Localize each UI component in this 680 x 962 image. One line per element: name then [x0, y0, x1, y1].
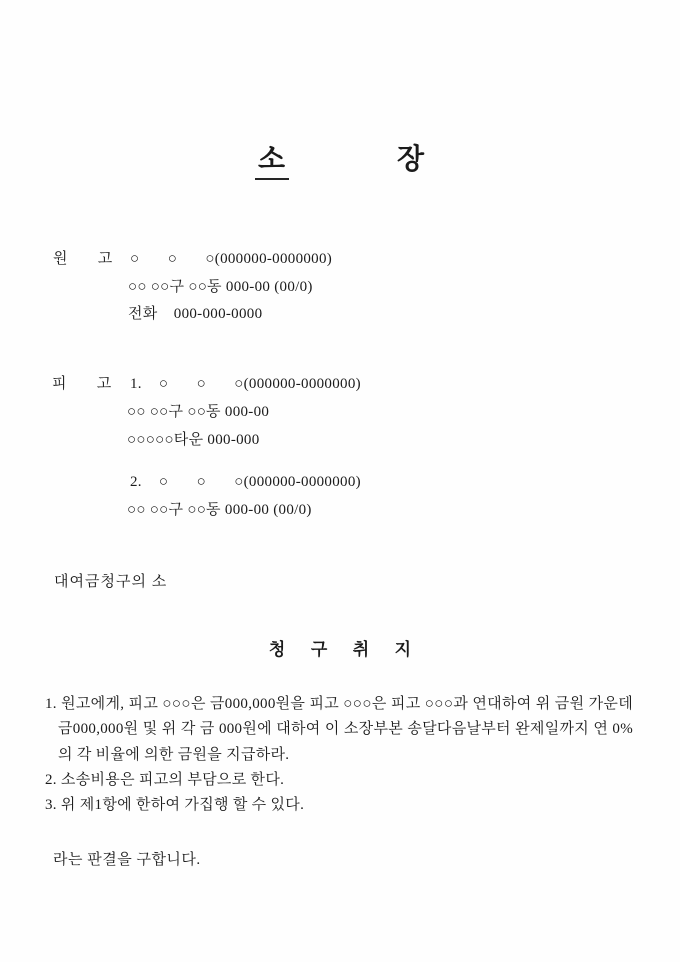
claim-2-text: 소송비용은 피고의 부담으로 한다.: [60, 771, 285, 788]
claims-list: [45, 692, 633, 818]
section-heading-claim-purpose: 청 구 취 지: [268, 640, 412, 659]
claim-3-text: 위 제1항에 한하여 가집행 할 수 있다.: [60, 797, 305, 814]
claim-2-number: 2.: [45, 771, 57, 788]
defendant2-name: ○ ○ ○(000000-0000000): [158, 474, 361, 490]
claim-item-1: [45, 692, 633, 768]
document-title: [0, 143, 680, 180]
plaintiff-name: ○ ○ ○(000000-0000000): [130, 251, 333, 267]
title-char-jang: 장: [397, 144, 426, 175]
defendant1-number: 1.: [130, 376, 142, 392]
claim-3-number: 3.: [45, 797, 57, 814]
defendant1-name-line: [130, 375, 361, 394]
defendant2-address1: ○○ ○○구 ○○동 000-00 (00/0): [127, 502, 312, 518]
claim-1-text: 원고에게, 피고 ○○○은 금000,000원을 피고 ○○○은 피고 ○○○과 연대하여 위 금원 가운데 금000,000원 및 위 각 금 000원에 대하여 이 소장부본 송달다음날부터 완제일까지 연 0%의 각 비율에 의한 금원을 지급하라.: [58, 696, 633, 763]
defendant1-address1: ○○ ○○구 ○○동 000-00: [127, 404, 270, 420]
claim-item-2: [45, 768, 633, 793]
claim-item-3: [45, 793, 633, 818]
defendant-label: 피 고: [52, 376, 112, 392]
defendant2-name-line: [130, 473, 361, 492]
plaintiff-address: ○○ ○○구 ○○동 000-00 (00/0): [128, 279, 313, 295]
title-char-so: 소: [255, 143, 289, 180]
claim-1-number: 1.: [45, 696, 57, 712]
defendant2-number: 2.: [130, 474, 142, 490]
closing-sentence: 라는 판결을 구합니다.: [53, 852, 201, 868]
plaintiff-label: 원 고: [53, 251, 113, 267]
case-name: 대여금청구의 소: [54, 574, 168, 590]
defendant1-address2: ○○○○○타운 000-000: [127, 432, 260, 448]
plaintiff-phone: 전화 000-000-0000: [128, 306, 263, 322]
defendant1-name: ○ ○ ○(000000-0000000): [158, 376, 361, 392]
